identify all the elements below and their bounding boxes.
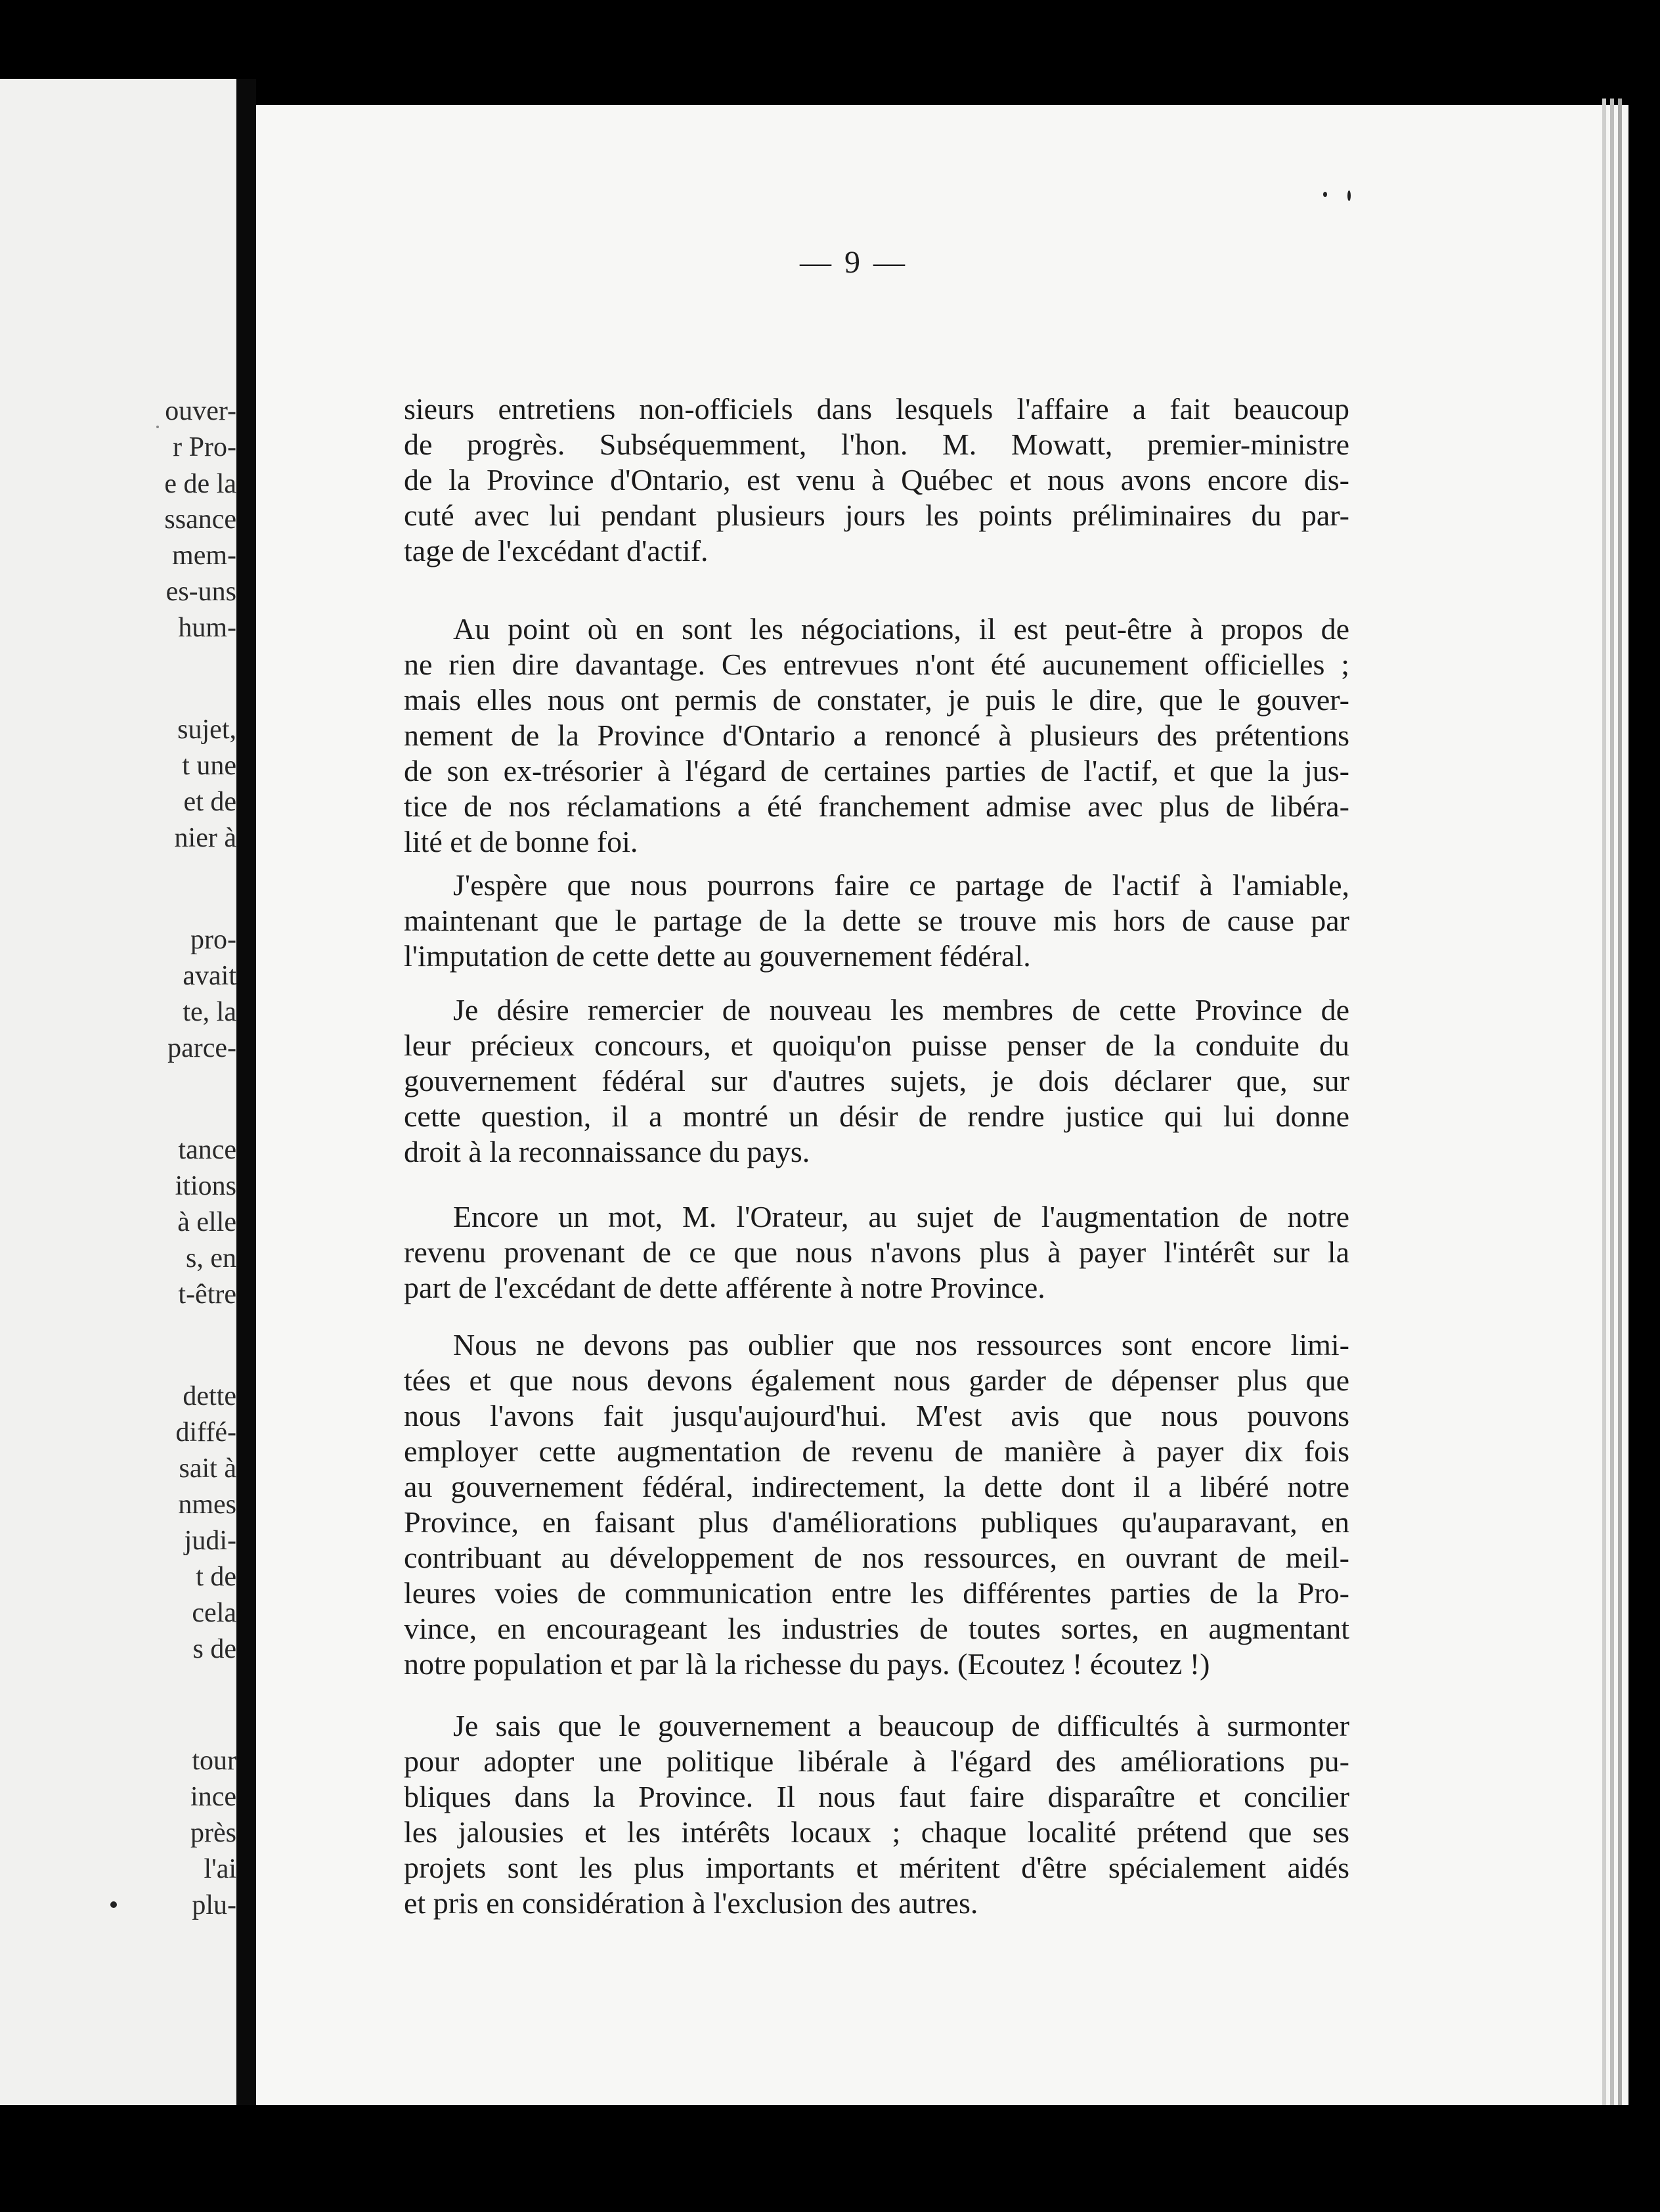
left-page-fragment: tour	[192, 1746, 236, 1776]
text-line: gouvernement fédéral sur d'autres sujets, je dois déclarer que, sur	[404, 1064, 1349, 1097]
left-page-fragment: itions	[175, 1171, 236, 1201]
text-line: tice de nos réclamations a été franchement admise avec plus de libéra-	[404, 789, 1349, 823]
left-page-fragment: e de la	[164, 469, 236, 499]
left-page-fragment: ouver-	[165, 396, 236, 426]
left-page-fragment: pro-	[190, 925, 236, 955]
left-page-fragment: s, en	[186, 1243, 236, 1273]
left-page-fragment: ince	[190, 1782, 236, 1812]
text-line: mais elles nous ont permis de constater, je puis le dire, que le gouver-	[404, 683, 1349, 717]
text-line: Province, en faisant plus d'améliorations publiques qu'auparavant, en	[404, 1505, 1349, 1539]
left-page-fragment: te, la	[183, 997, 236, 1027]
text-line: Nous ne devons pas oublier que nos ressources sont encore limi-	[453, 1328, 1349, 1361]
ink-speck	[110, 1901, 117, 1908]
text-line: nement de la Province d'Ontario a renoncé à plusieurs des prétentions	[404, 719, 1349, 752]
ink-speck	[1323, 192, 1327, 197]
text-line: de progrès. Subséquemment, l'hon. M. Mowatt, premier-ministre	[404, 428, 1349, 461]
text-line: Au point où en sont les négociations, il est peut-être à propos de	[453, 612, 1349, 646]
text-line: part de l'excédant de dette afférente à notre Province.	[404, 1271, 1045, 1304]
page-edge	[1602, 99, 1606, 2105]
text-line: Je sais que le gouvernement a beaucoup de difficultés à surmonter	[453, 1709, 1349, 1742]
left-page-fragment: diffé-	[175, 1417, 236, 1448]
text-line: notre population et par là la richesse du pays. (Ecoutez ! écoutez !)	[404, 1647, 1210, 1681]
left-page-fragment: près	[190, 1818, 236, 1848]
left-page-fragment: judi-	[184, 1526, 236, 1556]
text-line: maintenant que le partage de la dette se trouve mis hors de cause par	[404, 904, 1349, 937]
text-line: leur précieux concours, et quoiqu'on puisse penser de la conduite du	[404, 1029, 1349, 1062]
left-page-fragment: mem-	[172, 541, 236, 571]
page-edge	[1618, 99, 1622, 2105]
text-line: ne rien dire davantage. Ces entrevues n'ont été aucunement officielles ;	[404, 648, 1349, 681]
left-page-fragment: parce-	[167, 1033, 236, 1063]
left-page-fragment: t une	[182, 751, 236, 781]
left-page-fragment: ssance	[164, 504, 236, 535]
text-line: vince, en encourageant les industries de toutes sortes, en augmentant	[404, 1612, 1349, 1645]
left-page-fragment: plu-	[192, 1890, 236, 1920]
text-line: projets sont les plus importants et méritent d'être spécialement aidés	[404, 1851, 1349, 1884]
left-page-fragment: nmes	[178, 1490, 236, 1520]
page-edge	[1610, 99, 1614, 2105]
text-line: Encore un mot, M. l'Orateur, au sujet de l'augmentation de notre	[453, 1200, 1349, 1233]
left-page-fragment: cela	[192, 1598, 236, 1628]
text-line: de la Province d'Ontario, est venu à Québec et nous avons encore dis-	[404, 463, 1349, 497]
left-page-fragment: s de	[192, 1634, 236, 1664]
text-line: de son ex-trésorier à l'égard de certaines parties de l'actif, et que la jus-	[404, 754, 1349, 787]
left-page-fragment: t-être	[178, 1279, 236, 1310]
text-line: lité et de bonne foi.	[404, 825, 638, 858]
text-line: cette question, il a montré un désir de rendre justice qui lui donne	[404, 1099, 1349, 1133]
left-page-fragment: l'ai	[204, 1854, 236, 1884]
text-line: tage de l'excédant d'actif.	[404, 534, 709, 567]
text-line: J'espère que nous pourrons faire ce partage de l'actif à l'amiable,	[453, 868, 1349, 902]
text-line: l'imputation de cette dette au gouvernement fédéral.	[404, 939, 1031, 973]
text-line: revenu provenant de ce que nous n'avons plus à payer l'intérêt sur la	[404, 1235, 1349, 1269]
left-page-fragment: sait à	[179, 1453, 236, 1484]
text-line: au gouvernement fédéral, indirectement, la dette dont il a libéré notre	[404, 1470, 1349, 1503]
left-page-fragment: hum-	[178, 613, 236, 643]
left-page-fragment: nier à	[174, 823, 236, 853]
text-line: pour adopter une politique libérale à l'égard des améliorations pu-	[404, 1744, 1349, 1778]
text-line: tées et que nous devons également nous garder de dépenser plus que	[404, 1363, 1349, 1397]
left-page-fragment: dette	[183, 1381, 236, 1411]
text-line: employer cette augmentation de revenu de manière à payer dix fois	[404, 1434, 1349, 1468]
left-page-fragment: sujet,	[177, 715, 236, 745]
left-facing-page	[0, 79, 236, 2105]
text-line: sieurs entretiens non-officiels dans lesquels l'affaire a fait beaucoup	[404, 392, 1349, 426]
left-page-fragment: t de	[196, 1562, 236, 1592]
ink-speck	[156, 426, 159, 428]
text-line: Je désire remercier de nouveau les membres de cette Province de	[453, 993, 1349, 1027]
text-line: les jalousies et les intérêts locaux ; chaque localité prétend que ses	[404, 1815, 1349, 1849]
text-line: bliques dans la Province. Il nous faut faire disparaître et concilier	[404, 1780, 1349, 1813]
left-page-fragment: r Pro-	[173, 432, 236, 462]
left-page-fragment: et de	[183, 787, 236, 817]
text-line: droit à la reconnaissance du pays.	[404, 1135, 810, 1168]
page-number: — 9 —	[800, 245, 907, 280]
text-line: et pris en considération à l'exclusion des autres.	[404, 1886, 978, 1920]
text-line: leures voies de communication entre les différentes parties de la Pro-	[404, 1576, 1349, 1610]
book-gutter	[236, 79, 256, 2105]
left-page-fragment: à elle	[177, 1207, 236, 1237]
left-page-fragment: tance	[178, 1135, 236, 1165]
ink-speck	[1347, 190, 1351, 201]
text-line: nous l'avons fait jusqu'aujourd'hui. M'est avis que nous pouvons	[404, 1399, 1349, 1432]
left-page-fragment: avait	[183, 961, 236, 991]
left-page-fragment: es-uns	[165, 577, 236, 607]
text-line: contribuant au développement de nos ressources, en ouvrant de meil-	[404, 1541, 1349, 1574]
text-line: cuté avec lui pendant plusieurs jours les points préliminaires du par-	[404, 498, 1349, 532]
